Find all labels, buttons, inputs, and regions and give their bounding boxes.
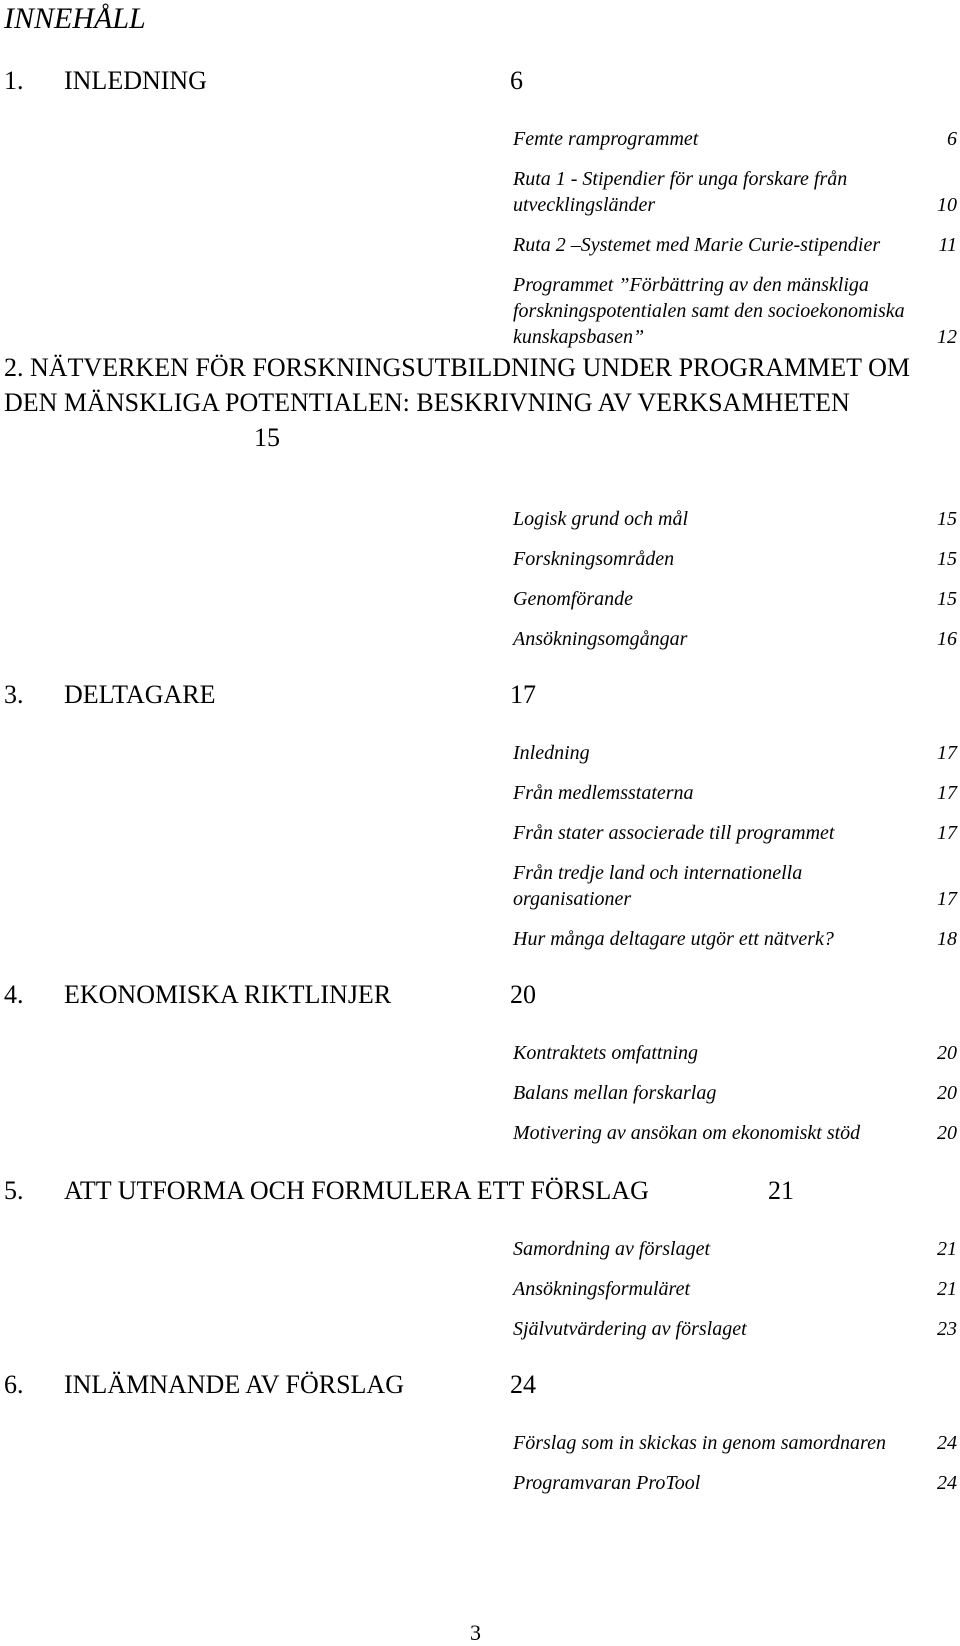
toc-entry: Ansökningsformuläret 21: [513, 1278, 957, 1300]
toc-entry: Programvaran ProTool 24: [513, 1472, 957, 1494]
toc-entry: Forskningsområden 15: [513, 548, 957, 570]
section-4-heading: [4, 978, 536, 1012]
section-number: 1.: [4, 66, 24, 95]
section-number: 5.: [4, 1176, 24, 1205]
section-title: INLÄMNANDE AV FÖRSLAG: [64, 1370, 404, 1399]
toc-entry: Genomförande 15: [513, 588, 957, 610]
section-6-heading: [4, 1368, 536, 1402]
toc-entry: Ruta 1 - Stipendier för unga forskare från utvecklingsländer 10: [513, 168, 957, 216]
toc-entry: Förslag som in skickas in genom samordnaren 24: [513, 1432, 957, 1454]
toc-entry: Motivering av ansökan om ekonomiskt stöd 20: [513, 1122, 957, 1144]
section-3-heading: [4, 678, 536, 712]
toc-entry: Självutvärdering av förslaget 23: [513, 1318, 957, 1340]
toc-entry: Ruta 2 –Systemet med Marie Curie-stipendier 11: [513, 234, 957, 256]
toc-entry: Femte ramprogrammet 6: [513, 128, 957, 150]
toc-entry: Programmet ”Förbättring av den mänskliga forskningspotentialen samt den socioekonomiska kunskapsbasen” 12: [513, 274, 957, 348]
section-title: EKONOMISKA RIKTLINJER: [64, 980, 392, 1009]
section-1-heading: [4, 64, 523, 98]
section-2-heading: [4, 350, 959, 455]
toc-title: INNEHÅLL: [4, 2, 146, 35]
page-number: 3: [470, 1620, 481, 1645]
section-page: 21: [768, 1176, 794, 1205]
section-title: 2. NÄTVERKEN FÖR FORSKNINGSUTBILDNING UNDER PROGRAMMET OM DEN MÄNSKLIGA POTENTIALEN: BESKRIVNING AV VERKSAMHETEN: [4, 353, 910, 417]
toc-entry: Logisk grund och mål 15: [513, 508, 957, 530]
toc-entry: Samordning av förslaget 21: [513, 1238, 957, 1260]
section-page: 15: [254, 423, 280, 452]
toc-entry: Kontraktets omfattning 20: [513, 1042, 957, 1064]
toc-entry: Från stater associerade till programmet 17: [513, 822, 957, 844]
toc-entry: Hur många deltagare utgör ett nätverk? 18: [513, 928, 957, 950]
section-page: 6: [510, 66, 523, 95]
section-page: 24: [510, 1370, 536, 1399]
toc-entry: Ansökningsomgångar 16: [513, 628, 957, 650]
toc-entry: Från tredje land och internationella organisationer 17: [513, 862, 957, 910]
section-number: 4.: [4, 980, 24, 1009]
section-title: ATT UTFORMA OCH FORMULERA ETT FÖRSLAG: [64, 1176, 649, 1205]
section-number: 6.: [4, 1370, 24, 1399]
toc-entry: Från medlemsstaterna 17: [513, 782, 957, 804]
section-page: 20: [510, 980, 536, 1009]
toc-entry: Balans mellan forskarlag 20: [513, 1082, 957, 1104]
section-page: 17: [510, 680, 536, 709]
toc-entry: Inledning 17: [513, 742, 957, 764]
section-title: DELTAGARE: [64, 680, 216, 709]
section-title: INLEDNING: [64, 66, 207, 95]
section-number: 3.: [4, 680, 24, 709]
section-5-heading: [4, 1174, 794, 1208]
